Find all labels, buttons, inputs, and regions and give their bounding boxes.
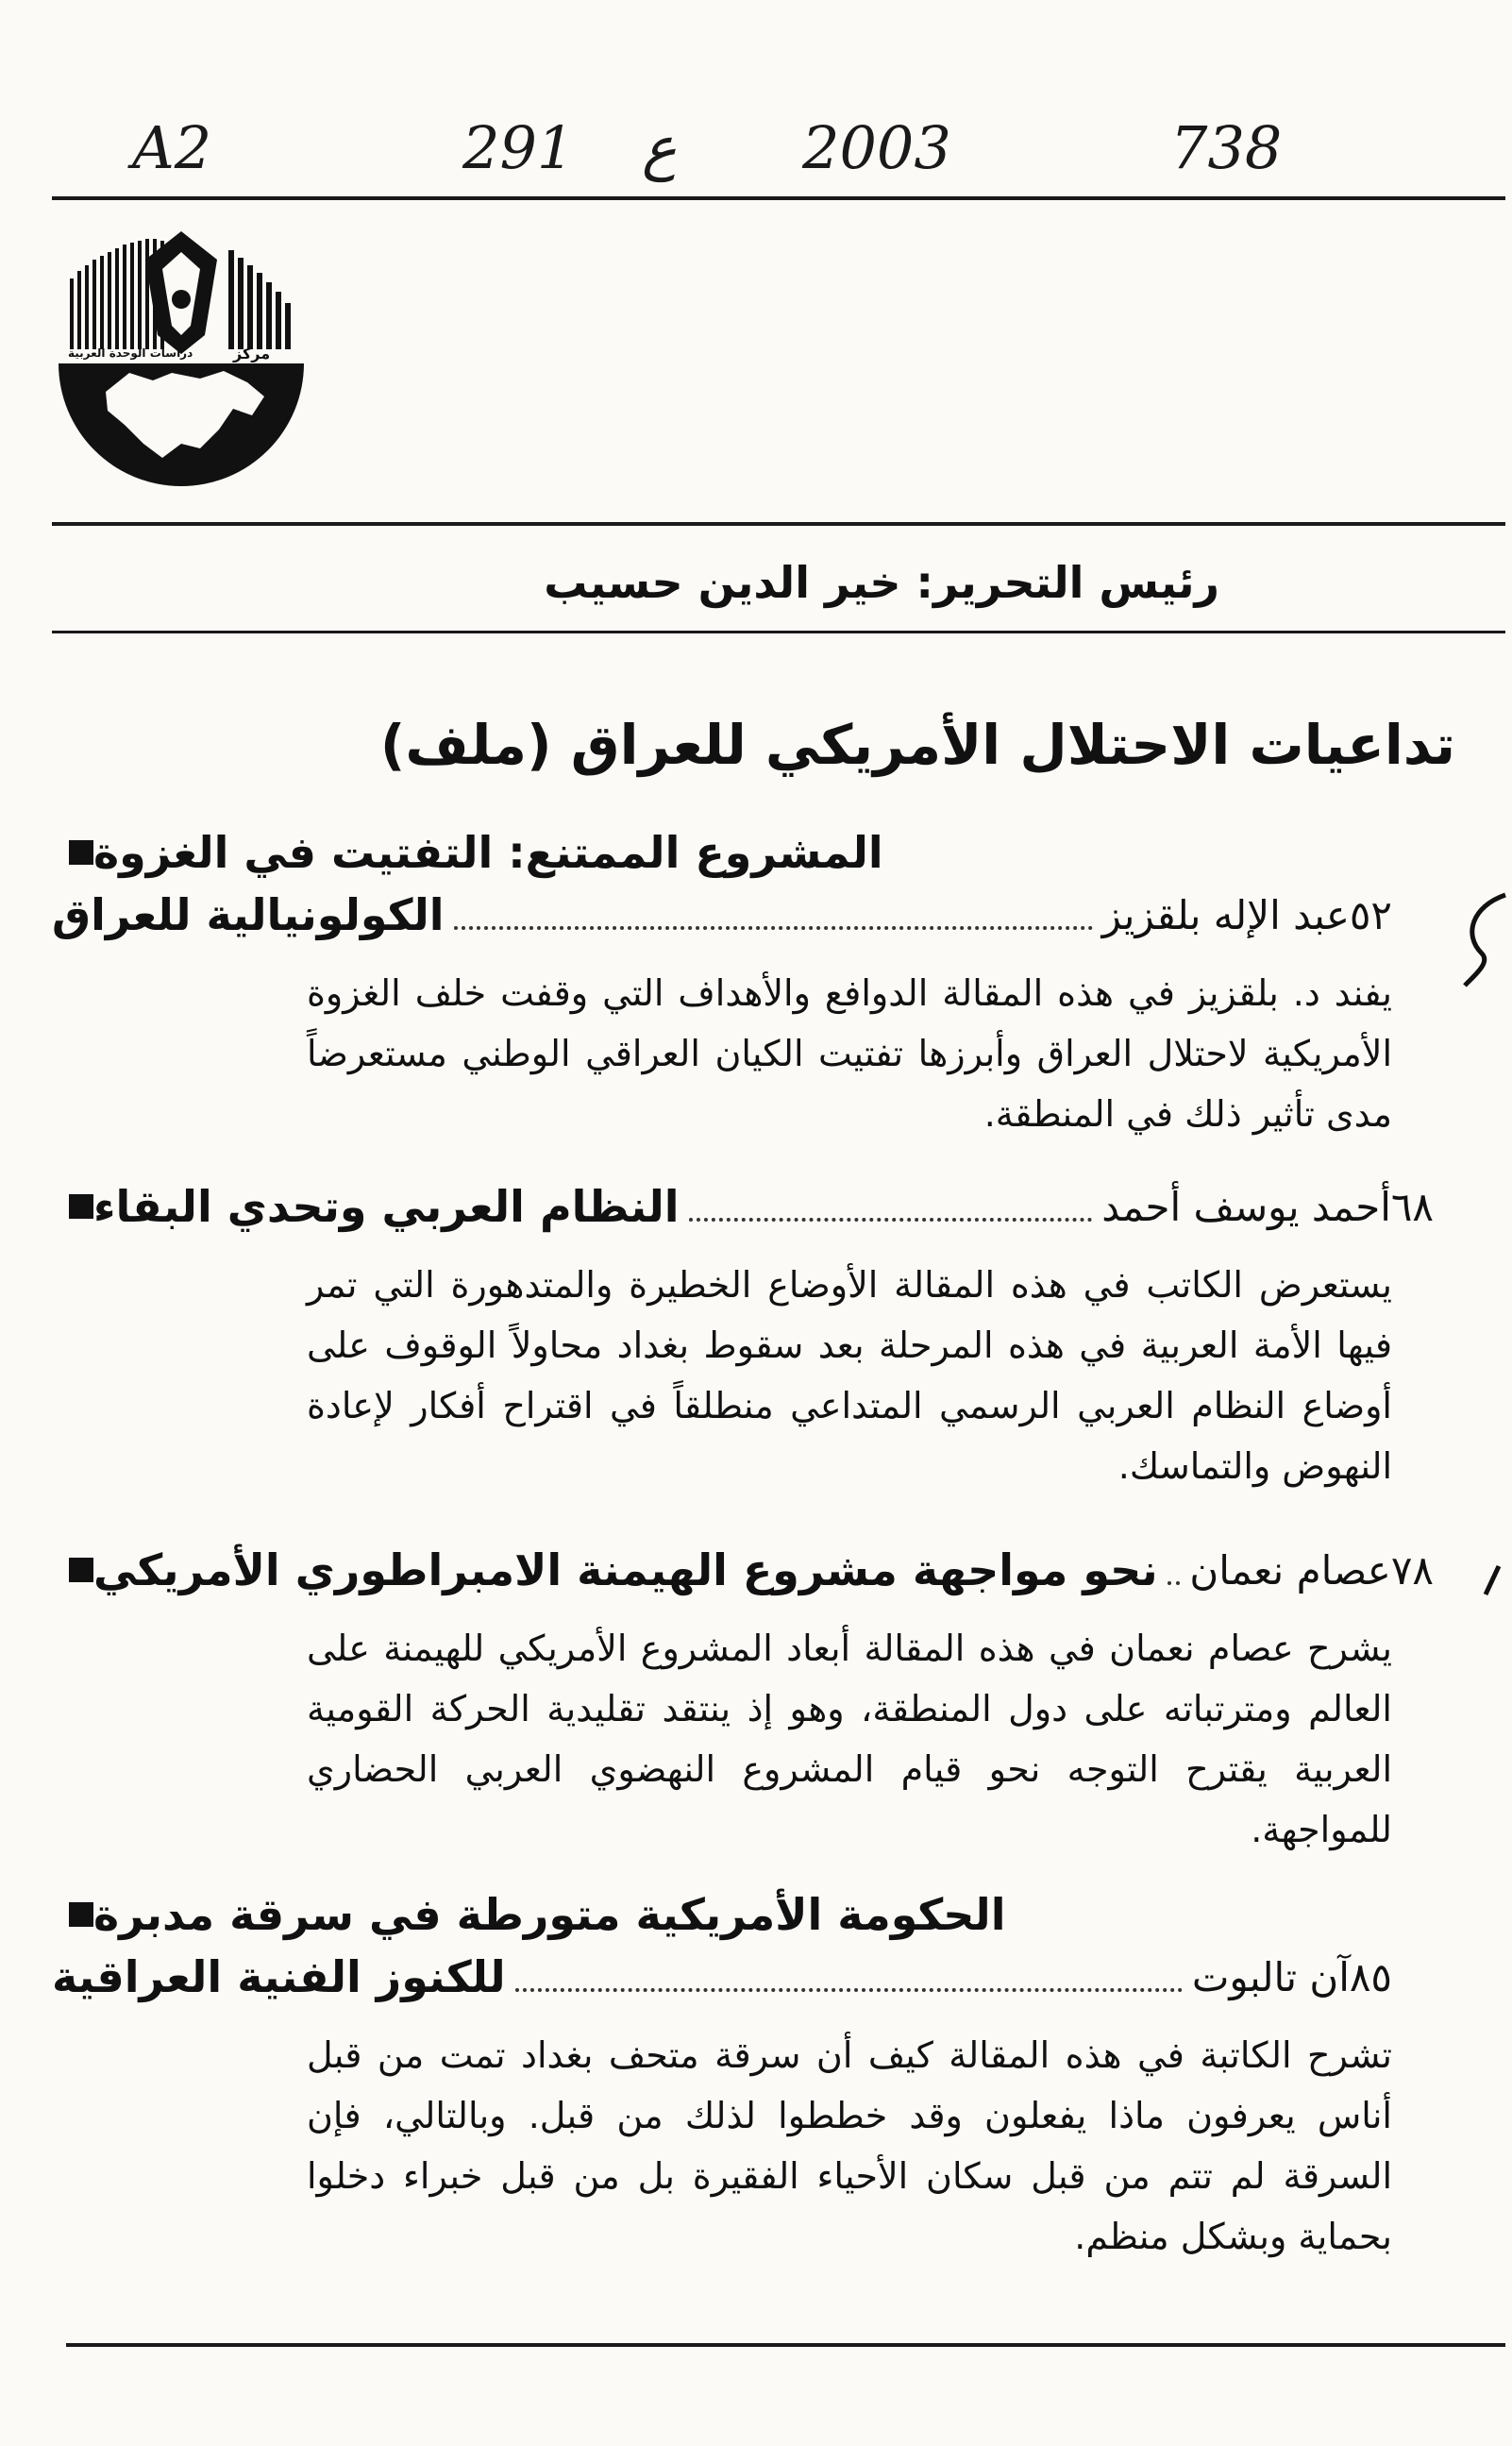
editor-name: خير الدين حسيب: [544, 557, 901, 608]
article-abstract: تشرح الكاتبة في هذه المقالة كيف أن سرقة متحف بغداد تمت من قبل أناس يعرفون ماذا يفعلون وقد خططوا لذلك من قبل. وبالتالي، فإن السرقة لم تتم من قبل سكان الأحياء الفقيرة بل من قبل خبراء دخلوا بحماية وبشكل منظم.: [307, 2034, 1392, 2257]
article-title-line: [52, 1946, 1458, 2008]
article-title-line: [52, 1539, 1458, 1601]
handwritten-tick-mark-icon: [1480, 1562, 1503, 1600]
handwritten-ref: 738: [1170, 113, 1283, 182]
logo-emblem-icon: [49, 231, 313, 496]
editor-label: رئيس التحرير:: [916, 557, 1219, 608]
square-bullet-icon: [69, 1558, 93, 1582]
handwritten-year: 2003: [802, 113, 951, 182]
handwritten-bracket-mark-icon: [1453, 887, 1510, 991]
square-bullet-icon: [69, 1902, 93, 1927]
top-rule: [52, 196, 1505, 200]
article-title-line: [52, 1175, 1458, 1238]
article-abstract: يستعرض الكاتب في هذه المقالة الأوضاع الخطيرة والمتدهورة التي تمر فيها الأمة العربية في هذه المرحلة بعد سقوط بغداد محاولاً الوقوف على أوضاع النظام العربي الرسمي المتداعي منطلقاً في اقتراح أفكار لإعادة النهوض والتماسك.: [307, 1264, 1392, 1487]
editor-top-rule: [52, 522, 1505, 526]
article-page-number: ٧٨: [1390, 1546, 1434, 1594]
article-title: النظام العربي وتحدي البقاء: [93, 1181, 680, 1232]
article-page-number: ٦٨: [1390, 1183, 1434, 1230]
leader-dots: [689, 1218, 1093, 1222]
handwritten-letter: ع: [642, 113, 677, 182]
section-title: تداعيات الاحتلال الأمريكي للعراق (ملف): [379, 713, 1455, 777]
article-title: نحو مواجهة مشروع الهيمنة الامبراطوري الأمريكي: [93, 1544, 1158, 1595]
article-title-continued: الكولونيالية للعراق: [52, 889, 445, 940]
article-entry: [52, 1883, 1458, 2267]
article-title-continued: للكنوز الفنية العراقية: [52, 1951, 506, 2002]
article-page-number: ٨٥: [1349, 1953, 1392, 2000]
editor-bottom-rule: [52, 631, 1505, 633]
article-page-number: ٥٢: [1349, 891, 1392, 938]
article-title-line: [52, 821, 1458, 884]
handwritten-code: A2: [132, 113, 212, 182]
article-author: عبد الإله بلقزيز: [1101, 891, 1350, 938]
article-entry: [52, 1175, 1458, 1496]
article-title-line: [52, 1883, 1458, 1946]
logo-label-center: مركز: [233, 345, 271, 363]
article-entry: [52, 821, 1458, 1144]
article-entry: [52, 1539, 1458, 1860]
bottom-rule: [66, 2343, 1505, 2347]
leader-dots: [515, 1988, 1183, 1992]
article-title-line: [52, 884, 1458, 946]
article-author: آن تالبوت: [1191, 1953, 1350, 2000]
handwritten-number: 291: [462, 113, 575, 182]
article-abstract: يشرح عصام نعمان في هذه المقالة أبعاد المشروع الأمريكي للهيمنة على العالم ومترتباته على دول المنطقة، وهو إذ ينتقد تقليدية الحركة القومية العربية يقترح التوجه نحو قيام المشروع النهضوي العربي الحضاري للمواجهة.: [307, 1628, 1392, 1850]
leader-dots: [454, 926, 1093, 930]
square-bullet-icon: [69, 840, 93, 865]
article-title: الحكومة الأمريكية متورطة في سرقة مدبرة: [93, 1889, 1006, 1940]
article-author: عصام نعمان: [1189, 1546, 1391, 1594]
editor-line: [544, 557, 1219, 608]
leader-dots: [1168, 1581, 1181, 1585]
logo-label-organization: دراسات الوحدة العربية: [68, 346, 193, 360]
article-title: المشروع الممتنع: التفتيت في الغزوة: [93, 827, 883, 878]
center-logo: [49, 231, 313, 496]
article-author: أحمد يوسف أحمد: [1101, 1183, 1391, 1230]
square-bullet-icon: [69, 1194, 93, 1219]
article-abstract: يفند د. بلقزيز في هذه المقالة الدوافع والأهداف التي وقفت خلف الغزوة الأمريكية لاحتلال العراق وأبرزها تفتيت الكيان العراقي الوطني مستعرضاً مدى تأثير ذلك في المنطقة.: [307, 972, 1392, 1135]
